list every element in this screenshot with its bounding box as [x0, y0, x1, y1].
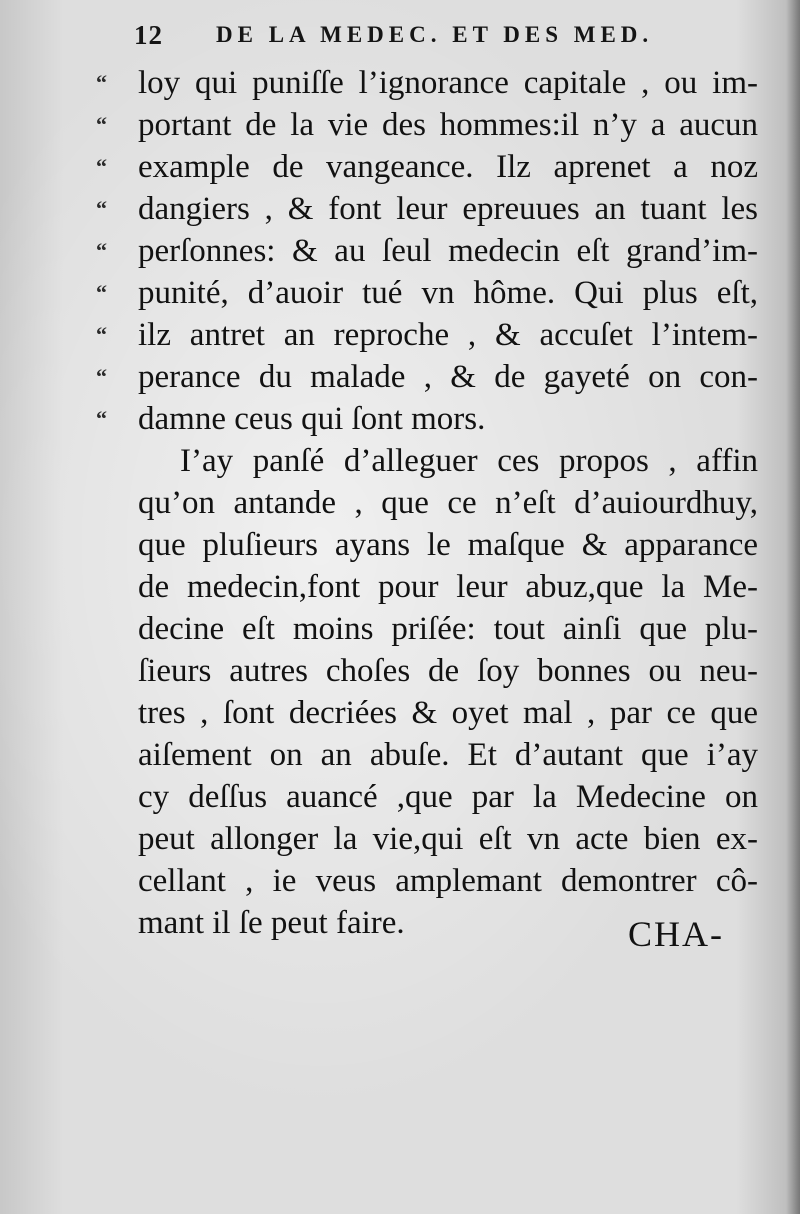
text-line: perance du malade , & de gayeté on con- — [138, 359, 758, 395]
text-line: cy deſſus auancé ,que par la Medecine on — [138, 779, 758, 815]
catchword: CHA- — [628, 914, 724, 954]
text-line: ſieurs autres choſes de ſoy bonnes ou neu- — [138, 653, 758, 689]
text-line: dangiers , & font leur epreuues an tuant les — [138, 191, 758, 227]
text-line: qu’on antande , que ce n’eſt d’auiourdhuy, — [138, 485, 758, 521]
margin-mark: “ — [96, 154, 108, 179]
text-line: decine eſt moins priſée: tout ainſi que plu- — [138, 611, 758, 647]
text-line: cellant , ie veus amplemant demontrer cô- — [138, 863, 758, 899]
body-text — [138, 62, 758, 944]
running-head: DE LA MEDEC. ET DES MED. — [216, 22, 654, 47]
text-line: peut allonger la vie,qui eſt vn acte bien ex- — [138, 821, 758, 857]
margin-mark: “ — [96, 238, 108, 263]
margin-mark: “ — [96, 70, 108, 95]
margin-mark: “ — [96, 406, 108, 431]
margin-mark: “ — [96, 280, 108, 305]
margin-mark: “ — [96, 112, 108, 137]
text-line: mant il ſe peut faire. — [138, 905, 405, 941]
text-line: tres , ſont decriées & oyet mal , par ce que — [138, 695, 758, 731]
quotation-margin-marks — [96, 62, 130, 440]
margin-mark: “ — [96, 196, 108, 221]
text-line: aiſement on an abuſe. Et d’autant que i’ay — [138, 737, 758, 773]
text-line: example de vangeance. Ilz aprenet a noz — [138, 149, 758, 185]
page-number: 12 — [134, 20, 163, 50]
margin-mark: “ — [96, 322, 108, 347]
page-edge-shadow — [786, 0, 800, 1214]
margin-mark: “ — [96, 364, 108, 389]
text-line: ilz antret an reproche , & accuſet l’intem- — [138, 317, 758, 353]
page-header — [134, 20, 694, 60]
text-line: I’ay panſé d’alleguer ces propos , affin — [180, 443, 758, 479]
text-line: damne ceus qui ſont mors. — [138, 401, 486, 437]
text-line: que pluſieurs ayans le maſque & apparance — [138, 527, 758, 563]
text-line: de medecin,font pour leur abuz,que la Me- — [138, 569, 758, 605]
text-line: perſonnes: & au ſeul medecin eſt grand’im- — [138, 233, 758, 269]
text-line: loy qui puniſſe l’ignorance capitale , ou im- — [138, 65, 758, 101]
text-line: portant de la vie des hommes:il n’y a aucun — [138, 107, 758, 143]
text-line: punité, d’auoir tué vn hôme. Qui plus eſt, — [138, 275, 758, 311]
